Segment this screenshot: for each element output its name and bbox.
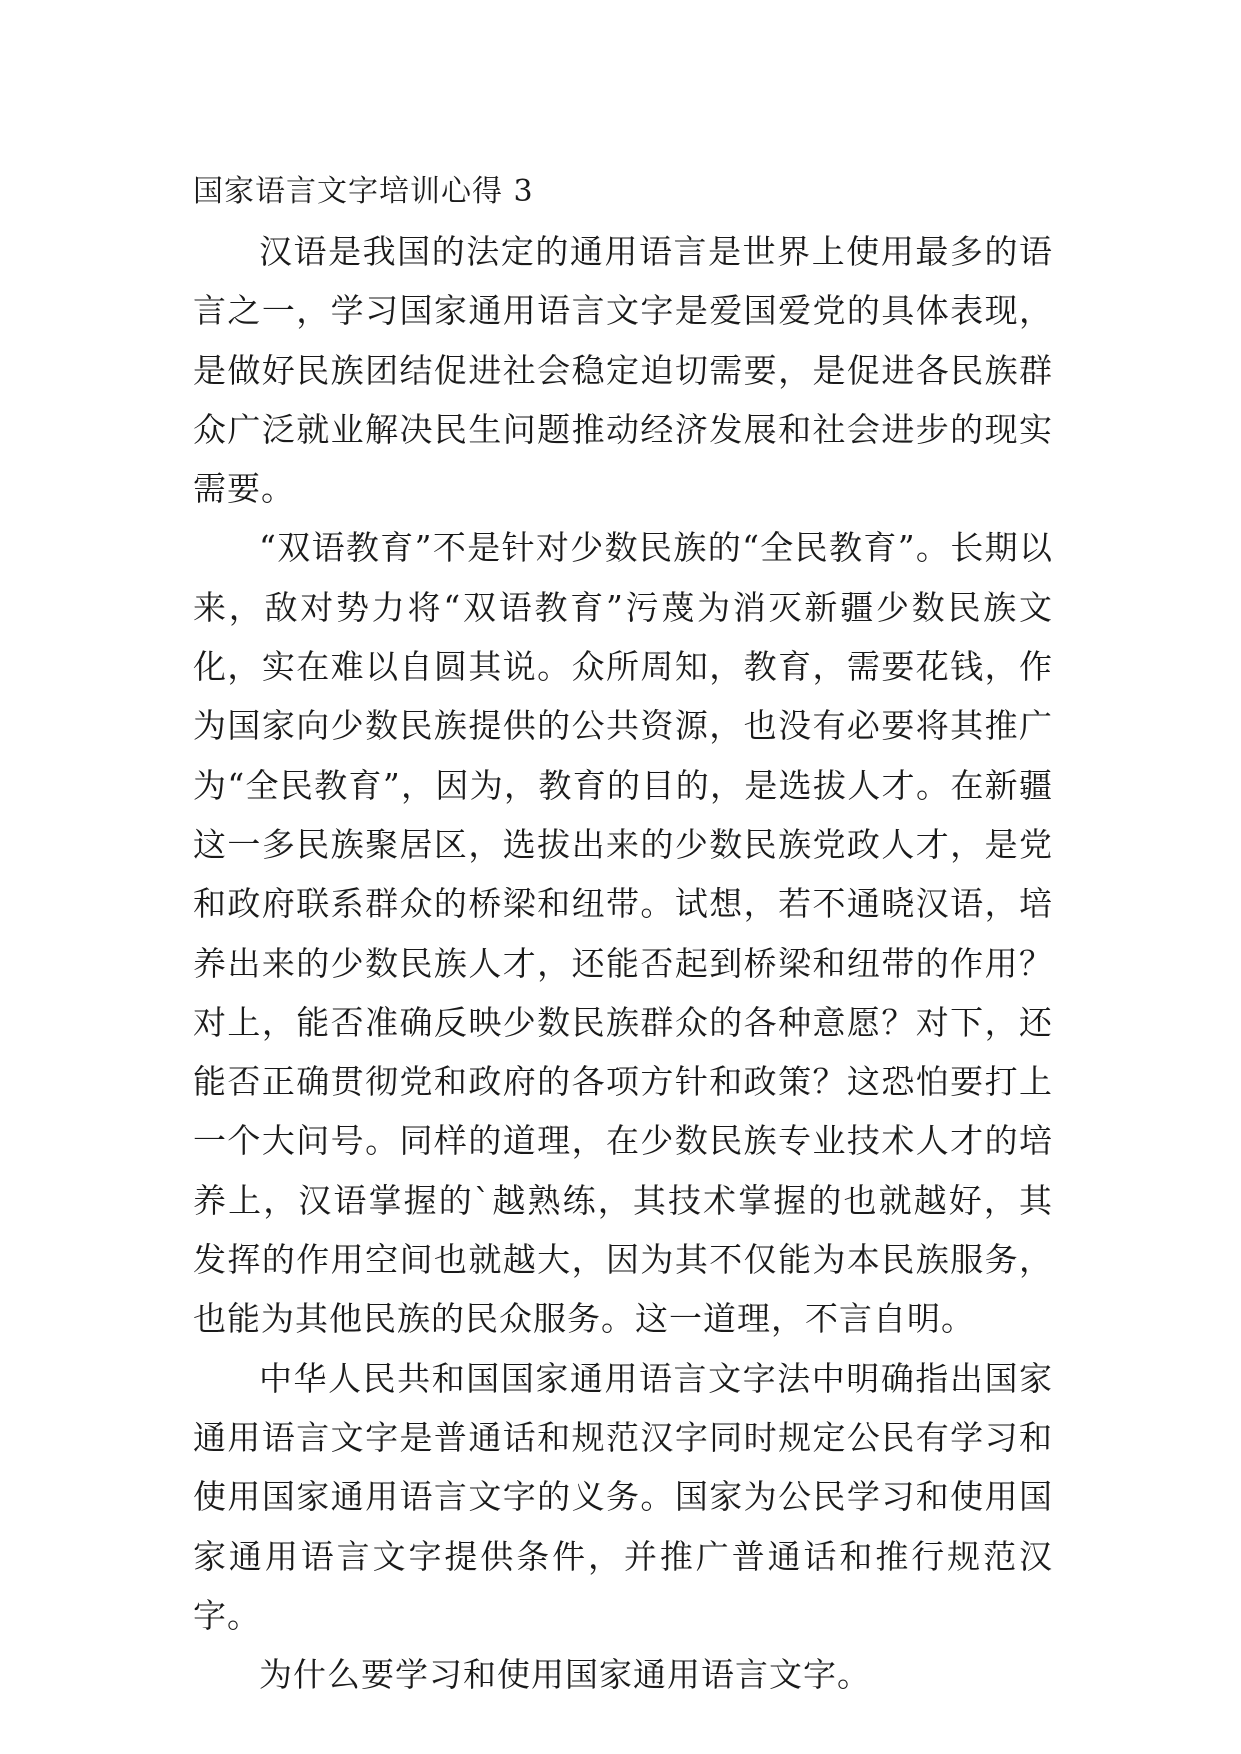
document-title: 国家语言文字培训心得 3 [193,174,534,209]
paragraph-4: 为什么要学习和使用国家通用语言文字。 [259,1655,871,1695]
paragraph-3: 中华人民共和国国家通用语言文字法中明确指出国家通用语言文字是普通话和规范汉字同时规定公民有学习和使用国家通用语言文字的义务。国家为公民学习和使用国家通用语言文字提供条件，并推广普通话和推行规范汉字。 [193,1358,1053,1635]
paragraph-2: “双语教育”不是针对少数民族的“全民教育”。长期以来，敌对势力将“双语教育”污蔑为消灭新疆少数民族文化，实在难以自圆其说。众所周知，教育，需要花钱，作为国家向少数民族提供的公共资源，也没有必要将其推广为“全民教育”，因为，教育的目的，是选拔人才。在新疆这一多民族聚居区，选拔出来的少数民族党政人才，是党和政府联系群众的桥梁和纽带。试想，若不通晓汉语，培养出来的少数民族人才，还能否起到桥梁和纽带的作用？对上，能否准确反映少数民族群众的各种意愿？对下，还能否正确贯彻党和政府的各项方针和政策？这恐怕要打上一个大问号。同样的道理，在少数民族专业技术人才的培养上，汉语掌握的`越熟练，其技术掌握的也就越好，其发挥的作用空间也就越大，因为其不仅能为本民族服务，也能为其他民族的民众服务。这一道理，不言自明。 [193,528,1053,1339]
document-body [193,162,1053,1704]
paragraph-1: 汉语是我国的法定的通用语言是世界上使用最多的语言之一，学习国家通用语言文字是爱国爱党的具体表现，是做好民族团结促进社会稳定迫切需要，是促进各民族群众广泛就业解决民生问题推动经济发展和社会进步的现实需要。 [193,232,1053,509]
